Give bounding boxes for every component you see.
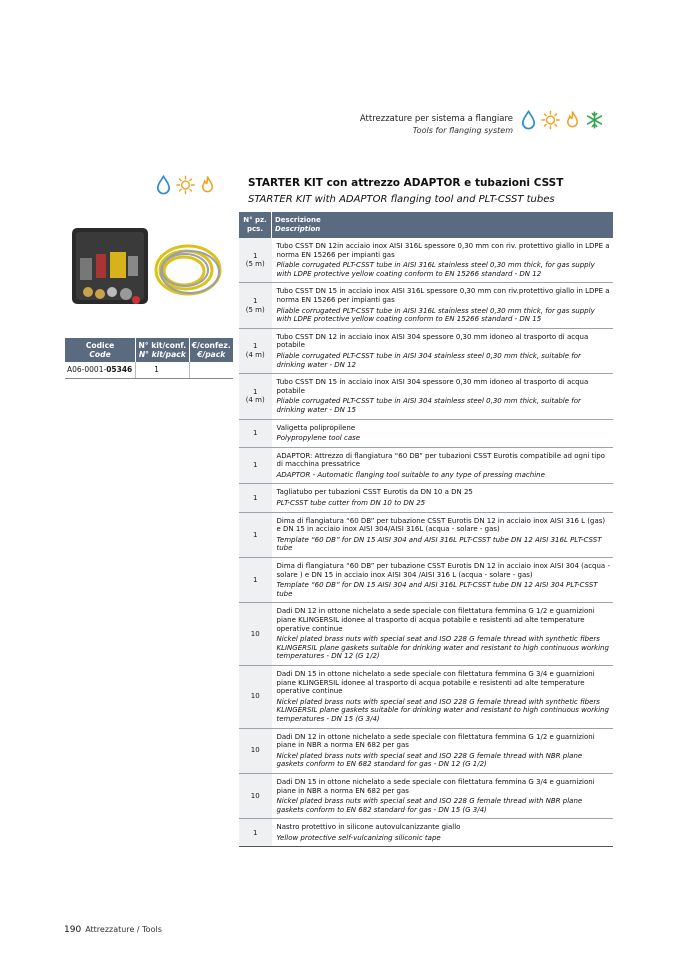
- pieces-qty: 1: [253, 575, 258, 584]
- table-row: [239, 728, 613, 773]
- description-it: Dima di flangiatura “60 DB” per tubazione CSST Eurotis DN 12 in acciaio inox AISI 304 (acqua - solare ) e DN 15 in acciaio inox AISI 304 /AISI 316 L (acqua - solare - gas): [276, 562, 610, 579]
- description-en: Pliable corrugated PLT-CSST tube in AISI 316L stainless steel 0,30 mm thick, for gas supply with LDPE protective yellow coating conform to EN 15266 standard - DN 15: [276, 306, 595, 324]
- pcs-header: [239, 212, 272, 238]
- description-cell: [272, 665, 614, 728]
- kit-pack-header: [136, 338, 189, 362]
- price-header-it: €/confez.: [191, 341, 231, 350]
- description-header: [272, 212, 614, 238]
- description-en: PLT-CSST tube cutter from DN 10 to DN 25: [276, 499, 426, 508]
- pieces-qty: 10: [250, 746, 260, 755]
- description-cell: [272, 447, 614, 484]
- pieces-qty: 1: [253, 828, 258, 837]
- section-title-en: Tools for flanging system: [412, 126, 513, 135]
- code-table: [65, 338, 233, 379]
- description-it: Tubo CSST DN 15 in acciaio inox AISI 316L spessore 0,30 mm con riv.protettivo giallo in LDPE a norma EN 15266 per impianti gas: [276, 287, 610, 304]
- table-row: [239, 484, 613, 512]
- price-header-en: €/pack: [197, 350, 226, 359]
- pieces-qty: 1: [253, 251, 258, 260]
- pieces-cell: [239, 374, 272, 419]
- description-en: Pliable corrugated PLT-CSST tube in AISI 316L stainless steel 0,30 mm thick, for gas supply with LDPE protective yellow coating conform to EN 15266 standard - DN 12: [276, 261, 595, 278]
- description-cell: [272, 558, 614, 603]
- footer-label: Attrezzature / Tools: [85, 925, 162, 934]
- price-header: [189, 338, 233, 362]
- table-row: [239, 283, 613, 328]
- description-header-it: Descrizione: [275, 216, 321, 224]
- article-code: [65, 362, 136, 379]
- table-row: [239, 773, 613, 818]
- table-row: [239, 374, 613, 419]
- code-header-en: Code: [89, 350, 111, 359]
- description-en: ADAPTOR - Automatic flanging tool suitable to any type of pressing machine: [276, 470, 545, 479]
- pieces-cell: [239, 819, 272, 847]
- description-it: Dadi DN 15 in ottone nichelato a sede speciale con filettatura femmina G 3/4 e guarnizioni piane in NBR a norma EN 682 per gas: [276, 777, 595, 795]
- description-it: Dadi DN 12 in ottone nichelato a sede speciale con filettatura femmina G 1/2 e guarnizioni piane in NBR a norma EN 682 per gas: [276, 732, 595, 750]
- flame-icon: [198, 174, 217, 196]
- kit-qty: 1: [136, 362, 189, 379]
- product-title: [248, 176, 563, 207]
- pcs-header-it: N° pz.: [243, 216, 267, 224]
- description-it: Tagliatubo per tubazioni CSST Eurotis da DN 10 a DN 25: [276, 488, 473, 497]
- description-it: Dadi DN 12 in ottone nichelato a sede speciale con filettatura femmina G 1/2 e guarnizioni piane KLINGERSIL idonee al trasporto di acqua potabile e resistenti ad alte temperature operative continue: [276, 607, 595, 633]
- description-en: Template “60 DB” for DN 15 AISI 304 and AISI 316L PLT-CSST tube DN 12 AISI 316L PLT-CSST tube: [276, 535, 602, 553]
- price-value: [189, 362, 233, 379]
- pieces-cell: [239, 558, 272, 603]
- pcs-header-en: pcs.: [247, 225, 263, 233]
- description-cell: [272, 374, 614, 419]
- pieces-qty: 1: [253, 428, 258, 437]
- pieces-qty: 1: [253, 342, 258, 351]
- section-title-it: Attrezzature per sistema a flangiare: [359, 114, 513, 124]
- description-cell: [272, 283, 614, 328]
- description-cell: [272, 728, 614, 773]
- description-it: Dima di flangiatura “60 DB” per tubazione CSST Eurotis DN 12 in acciaio inox AISI 316 L (gas) e DN 15 in acciaio inox AISI 304/AISI 316L (acqua - solare - gas): [276, 516, 606, 534]
- description-cell: [272, 819, 614, 847]
- pieces-cell: [239, 419, 272, 447]
- snowflake-icon: [585, 109, 604, 131]
- pieces-cell: [239, 512, 272, 557]
- description-cell: [272, 238, 614, 283]
- pieces-cell: [239, 238, 272, 283]
- pieces-cell: [239, 603, 272, 666]
- pieces-qty: 10: [250, 791, 260, 800]
- sun-icon: [176, 174, 195, 196]
- description-it: Valigetta polipropilene: [276, 423, 356, 432]
- description-en: Pliable corrugated PLT-CSST tube in AISI 304 stainless steel 0,30 mm thick, suitable for drinking water - DN 12: [276, 351, 581, 369]
- description-en: Polypropylene tool case: [276, 434, 361, 443]
- pieces-cell: [239, 447, 272, 484]
- table-row: [65, 362, 233, 379]
- table-row: [239, 665, 613, 728]
- page-number: 190: [64, 925, 82, 935]
- description-it: Nastro protettivo in silicone autovulcanizzante giallo: [276, 823, 461, 832]
- description-cell: [272, 484, 614, 512]
- product-photo: [66, 218, 226, 322]
- description-en: Pliable corrugated PLT-CSST tube in AISI 304 stainless steel 0,30 mm thick, suitable for drinking water - DN 15: [276, 397, 581, 414]
- description-it: Dadi DN 15 in ottone nichelato a sede speciale con filettatura femmina G 3/4 e guarnizioni piane KLINGERSIL idonee al trasporto di acqua potabile e resistenti ad alte temperature operative continue: [276, 669, 595, 696]
- description-cell: [272, 603, 614, 666]
- description-en: Nickel plated brass nuts with special seat and ISO 228 G female thread with synthetic fibers KLINGERSIL plane gaskets suitable for drinking water and resistant to high continuous working temperatures - DN 12 (G 1/2): [276, 635, 609, 661]
- application-icons-product: [154, 174, 217, 196]
- table-row: [239, 603, 613, 666]
- pieces-cell: [239, 328, 272, 373]
- kit-pack-header-it: N° kit/conf.: [138, 341, 187, 350]
- description-it: Tubo CSST DN 12in acciaio inox AISI 316L spessore 0,30 mm con riv. protettivo giallo in LDPE a norma EN 15266 per impianti gas: [276, 242, 610, 259]
- pieces-cell: [239, 484, 272, 512]
- table-row: [239, 238, 613, 283]
- description-en: Template “60 DB” for DN 15 AISI 304 and AISI 316L PLT-CSST tube DN 12 AISI 304 PLT-CSST tube: [276, 581, 598, 598]
- pieces-cell: [239, 773, 272, 818]
- description-it: Tubo CSST DN 15 in acciaio inox AISI 304 spessore 0,30 mm idoneo al trasporto di acqua potabile: [276, 378, 589, 395]
- article-code-suffix: 05346: [106, 365, 133, 374]
- pieces-qty: 10: [250, 692, 260, 701]
- pieces-length: (5 m): [245, 260, 265, 269]
- application-icons-top: [519, 109, 604, 131]
- code-header: [65, 338, 136, 362]
- pieces-length: (4 m): [245, 396, 265, 405]
- description-en: Yellow protective self-vulcanizing siliconic tape: [276, 833, 441, 842]
- description-header-en: Description: [275, 225, 321, 233]
- flame-icon: [563, 109, 582, 131]
- components-table: [239, 212, 613, 847]
- pieces-qty: 10: [250, 629, 260, 638]
- product-title-en: STARTER KIT with ADAPTOR flanging tool and PLT-CSST tubes: [248, 194, 555, 205]
- description-en: Nickel plated brass nuts with special seat and ISO 228 G female thread with synthetic fibers KLINGERSIL plane gaskets suitable for drinking water and resistant to high continuous working temperatures - DN 15 (G 3/4): [276, 697, 609, 723]
- page-footer: [64, 925, 162, 935]
- description-it: ADAPTOR: Attrezzo di flangiatura “60 DB” per tubazioni CSST Eurotis compatibile ad ogni tipo di macchina pressatrice: [276, 451, 605, 469]
- product-title-it: STARTER KIT con attrezzo ADAPTOR e tubazioni CSST: [248, 177, 564, 189]
- table-row: [239, 328, 613, 373]
- pieces-cell: [239, 283, 272, 328]
- section-header: [360, 114, 513, 136]
- description-en: Nickel plated brass nuts with special seat and ISO 228 G female thread with NBR plane gaskets conform to EN 682 standard for gas - DN 15 (G 3/4): [276, 797, 583, 814]
- pieces-length: (5 m): [245, 305, 265, 314]
- table-row: [239, 447, 613, 484]
- table-row: [239, 558, 613, 603]
- description-cell: [272, 328, 614, 373]
- table-row: [239, 819, 613, 847]
- description-cell: [272, 773, 614, 818]
- kit-pack-header-en: N° kit/pack: [138, 350, 186, 359]
- code-header-it: Codice: [85, 341, 115, 350]
- pieces-qty: 1: [253, 461, 258, 470]
- pieces-length: (4 m): [245, 350, 265, 359]
- pieces-qty: 1: [253, 387, 258, 396]
- water-drop-icon: [519, 109, 538, 131]
- table-row: [239, 512, 613, 557]
- description-cell: [272, 419, 614, 447]
- pieces-cell: [239, 728, 272, 773]
- description-cell: [272, 512, 614, 557]
- pieces-cell: [239, 665, 272, 728]
- sun-icon: [541, 109, 560, 131]
- pieces-qty: 1: [253, 530, 258, 539]
- water-drop-icon: [154, 174, 173, 196]
- pieces-qty: 1: [253, 296, 258, 305]
- description-it: Tubo CSST DN 12 in acciaio inox AISI 304 spessore 0,30 mm idoneo al trasporto di acqua potabile: [276, 332, 589, 350]
- pieces-qty: 1: [253, 493, 258, 502]
- table-row: [239, 419, 613, 447]
- description-en: Nickel plated brass nuts with special seat and ISO 228 G female thread with NBR plane gaskets conform to EN 682 standard for gas - DN 12 (G 1/2): [276, 751, 583, 769]
- article-code-prefix: A06-0001-: [67, 365, 107, 374]
